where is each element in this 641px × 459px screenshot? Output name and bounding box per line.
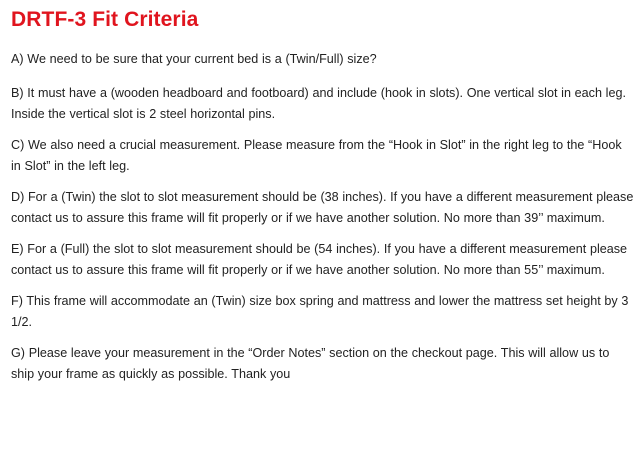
document-body <box>11 6 635 395</box>
document-title: DRTF-3 Fit Criteria <box>11 8 199 31</box>
criteria-paragraph-b: B) It must have a (wooden headboard and footboard) and include (hook in slots). One vertical slot in each leg. Inside the vertical slot is 2 steel horizontal pins. <box>11 85 626 121</box>
criteria-paragraph-e: E) For a (Full) the slot to slot measurement should be (54 inches). If you have a different measurement please contact us to assure this frame will fit properly or if we have another solution. No more than 55’’ maximum. <box>11 241 628 277</box>
criteria-paragraph-c: C) We also need a crucial measurement. Please measure from the “Hook in Slot” in the right leg to the “Hook in Slot” in the left leg. <box>11 137 622 173</box>
criteria-paragraph-a: A) We need to be sure that your current bed is a (Twin/Full) size? <box>11 52 377 66</box>
criteria-paragraph-g: G) Please leave your measurement in the “Order Notes” section on the checkout page. This will allow us to ship your frame as quickly as possible. Thank you <box>11 345 610 381</box>
criteria-paragraph-d: D) For a (Twin) the slot to slot measurement should be (38 inches). If you have a different measurement please contact us to assure this frame will fit properly or if we have another solution. No more than 39’’ maximum. <box>11 189 634 225</box>
criteria-paragraph-f: F) This frame will accommodate an (Twin) size box spring and mattress and lower the mattress set height by 3 1/2. <box>11 293 629 329</box>
